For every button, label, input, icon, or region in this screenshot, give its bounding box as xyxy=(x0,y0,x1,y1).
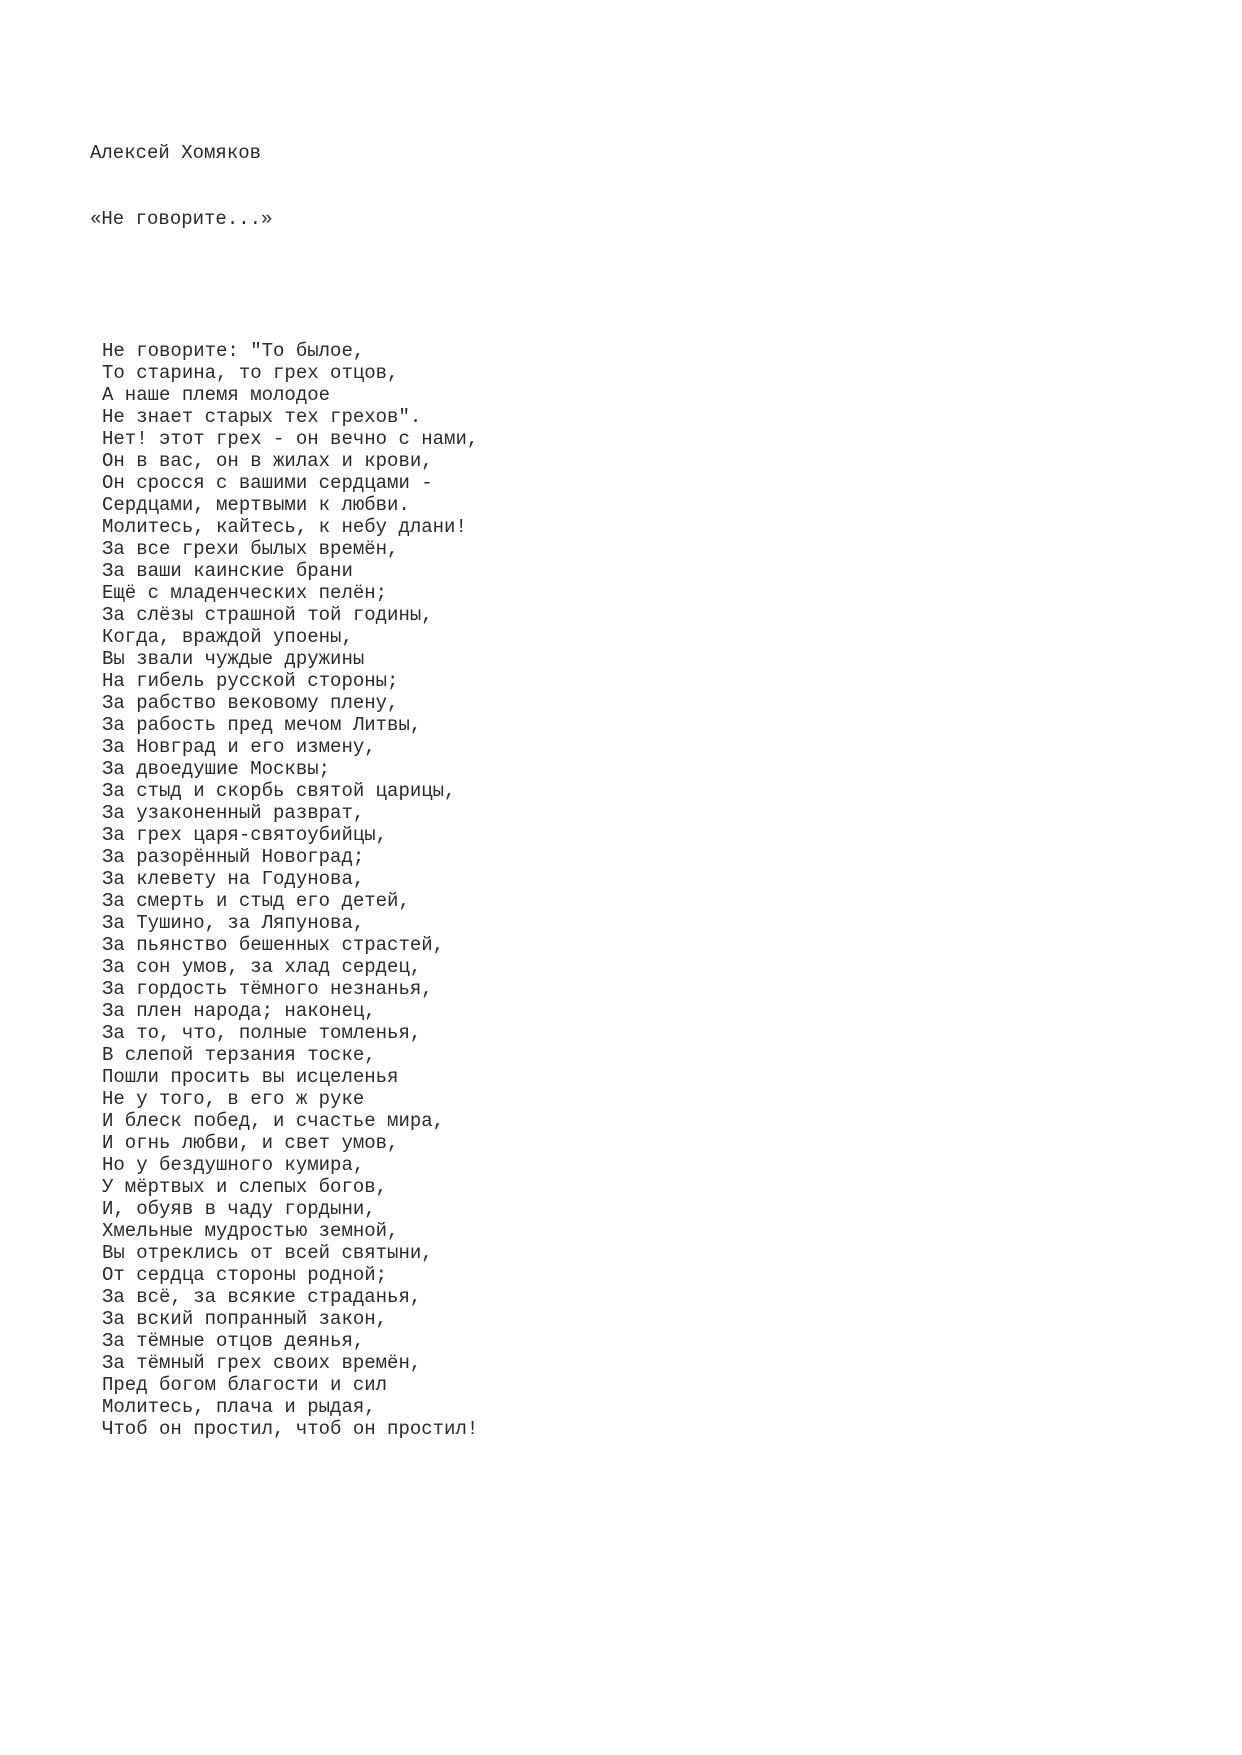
verse-line: За разорённый Новоград; xyxy=(102,846,365,868)
verse-line: За вский попранный закон, xyxy=(102,1308,388,1330)
verse-line: За Новград и его измену, xyxy=(102,736,376,758)
verse-line: За ваши каинские брани xyxy=(102,560,353,582)
verse-line: Вы отреклись от всей святыни, xyxy=(102,1242,433,1264)
verse-line: За сон умов, за хлад сердец, xyxy=(102,956,422,978)
poem-body xyxy=(90,340,478,1440)
verse-line: Не знает старых тех грехов". xyxy=(102,406,422,428)
verse-line: За все грехи былых времён, xyxy=(102,538,399,560)
verse-line: Ещё с младенческих пелён; xyxy=(102,582,388,604)
verse-line: Он сросся с вашими сердцами - xyxy=(102,472,433,494)
verse-line: На гибель русской стороны; xyxy=(102,670,399,692)
verse-line: За всё, за всякие страданья, xyxy=(102,1286,422,1308)
poem-title: «Не говорите...» xyxy=(90,208,273,230)
verse-line: Но у бездушного кумира, xyxy=(102,1154,365,1176)
verse-line: То старина, то грех отцов, xyxy=(102,362,399,384)
verse-line: Молитесь, плача и рыдая, xyxy=(102,1396,376,1418)
verse-line: За тёмный грех своих времён, xyxy=(102,1352,422,1374)
author-name: Алексей Хомяков xyxy=(90,142,262,164)
verse-line: Когда, враждой упоены, xyxy=(102,626,353,648)
verse-line: За тёмные отцов деянья, xyxy=(102,1330,365,1352)
verse-line: Сердцами, мертвыми к любви. xyxy=(102,494,410,516)
verse-line: За гордость тёмного незнанья, xyxy=(102,978,433,1000)
verse-line: За рабство вековому плену, xyxy=(102,692,399,714)
verse-line: За двоедушие Москвы; xyxy=(102,758,331,780)
verse-line: И огнь любви, и свет умов, xyxy=(102,1132,399,1154)
verse-line: И, обуяв в чаду гордыни, xyxy=(102,1198,376,1220)
verse-line: За слёзы страшной той годины, xyxy=(102,604,433,626)
verse-line: За Тушино, за Ляпунова, xyxy=(102,912,365,934)
verse-line: Он в вас, он в жилах и крови, xyxy=(102,450,433,472)
verse-line: Хмельные мудростью земной, xyxy=(102,1220,399,1242)
verse-line: Пред богом благости и сил xyxy=(102,1374,388,1396)
verse-line: У мёртвых и слепых богов, xyxy=(102,1176,388,1198)
poem-document xyxy=(90,98,478,1484)
verse-line: От сердца стороны родной; xyxy=(102,1264,388,1286)
verse-line: За плен народа; наконец, xyxy=(102,1000,376,1022)
verse-line: За смерть и стыд его детей, xyxy=(102,890,410,912)
verse-line: И блеск побед, и счастье мира, xyxy=(102,1110,445,1132)
blank-line xyxy=(90,274,478,296)
verse-line: В слепой терзания тоске, xyxy=(102,1044,376,1066)
verse-line: Молитесь, кайтесь, к небу длани! xyxy=(102,516,467,538)
verse-line: Пошли просить вы исцеленья xyxy=(102,1066,399,1088)
verse-line: Вы звали чуждые дружины xyxy=(102,648,365,670)
verse-line: За рабость пред мечом Литвы, xyxy=(102,714,422,736)
verse-line: За пьянство бешенных страстей, xyxy=(102,934,445,956)
verse-line: Не у того, в его ж руке xyxy=(102,1088,365,1110)
verse-line: Нет! этот грех - он вечно с нами, xyxy=(102,428,479,450)
verse-line: За то, что, полные томленья, xyxy=(102,1022,422,1044)
verse-line: За грех царя-святоубийцы, xyxy=(102,824,388,846)
verse-line: За клевету на Годунова, xyxy=(102,868,365,890)
verse-line: Чтоб он простил, чтоб он простил! xyxy=(102,1418,479,1440)
verse-line: За стыд и скорбь святой царицы, xyxy=(102,780,456,802)
verse-line: За узаконенный разврат, xyxy=(102,802,365,824)
verse-line: А наше племя молодое xyxy=(102,384,331,406)
verse-line: Не говорите: "То былое, xyxy=(102,340,365,362)
